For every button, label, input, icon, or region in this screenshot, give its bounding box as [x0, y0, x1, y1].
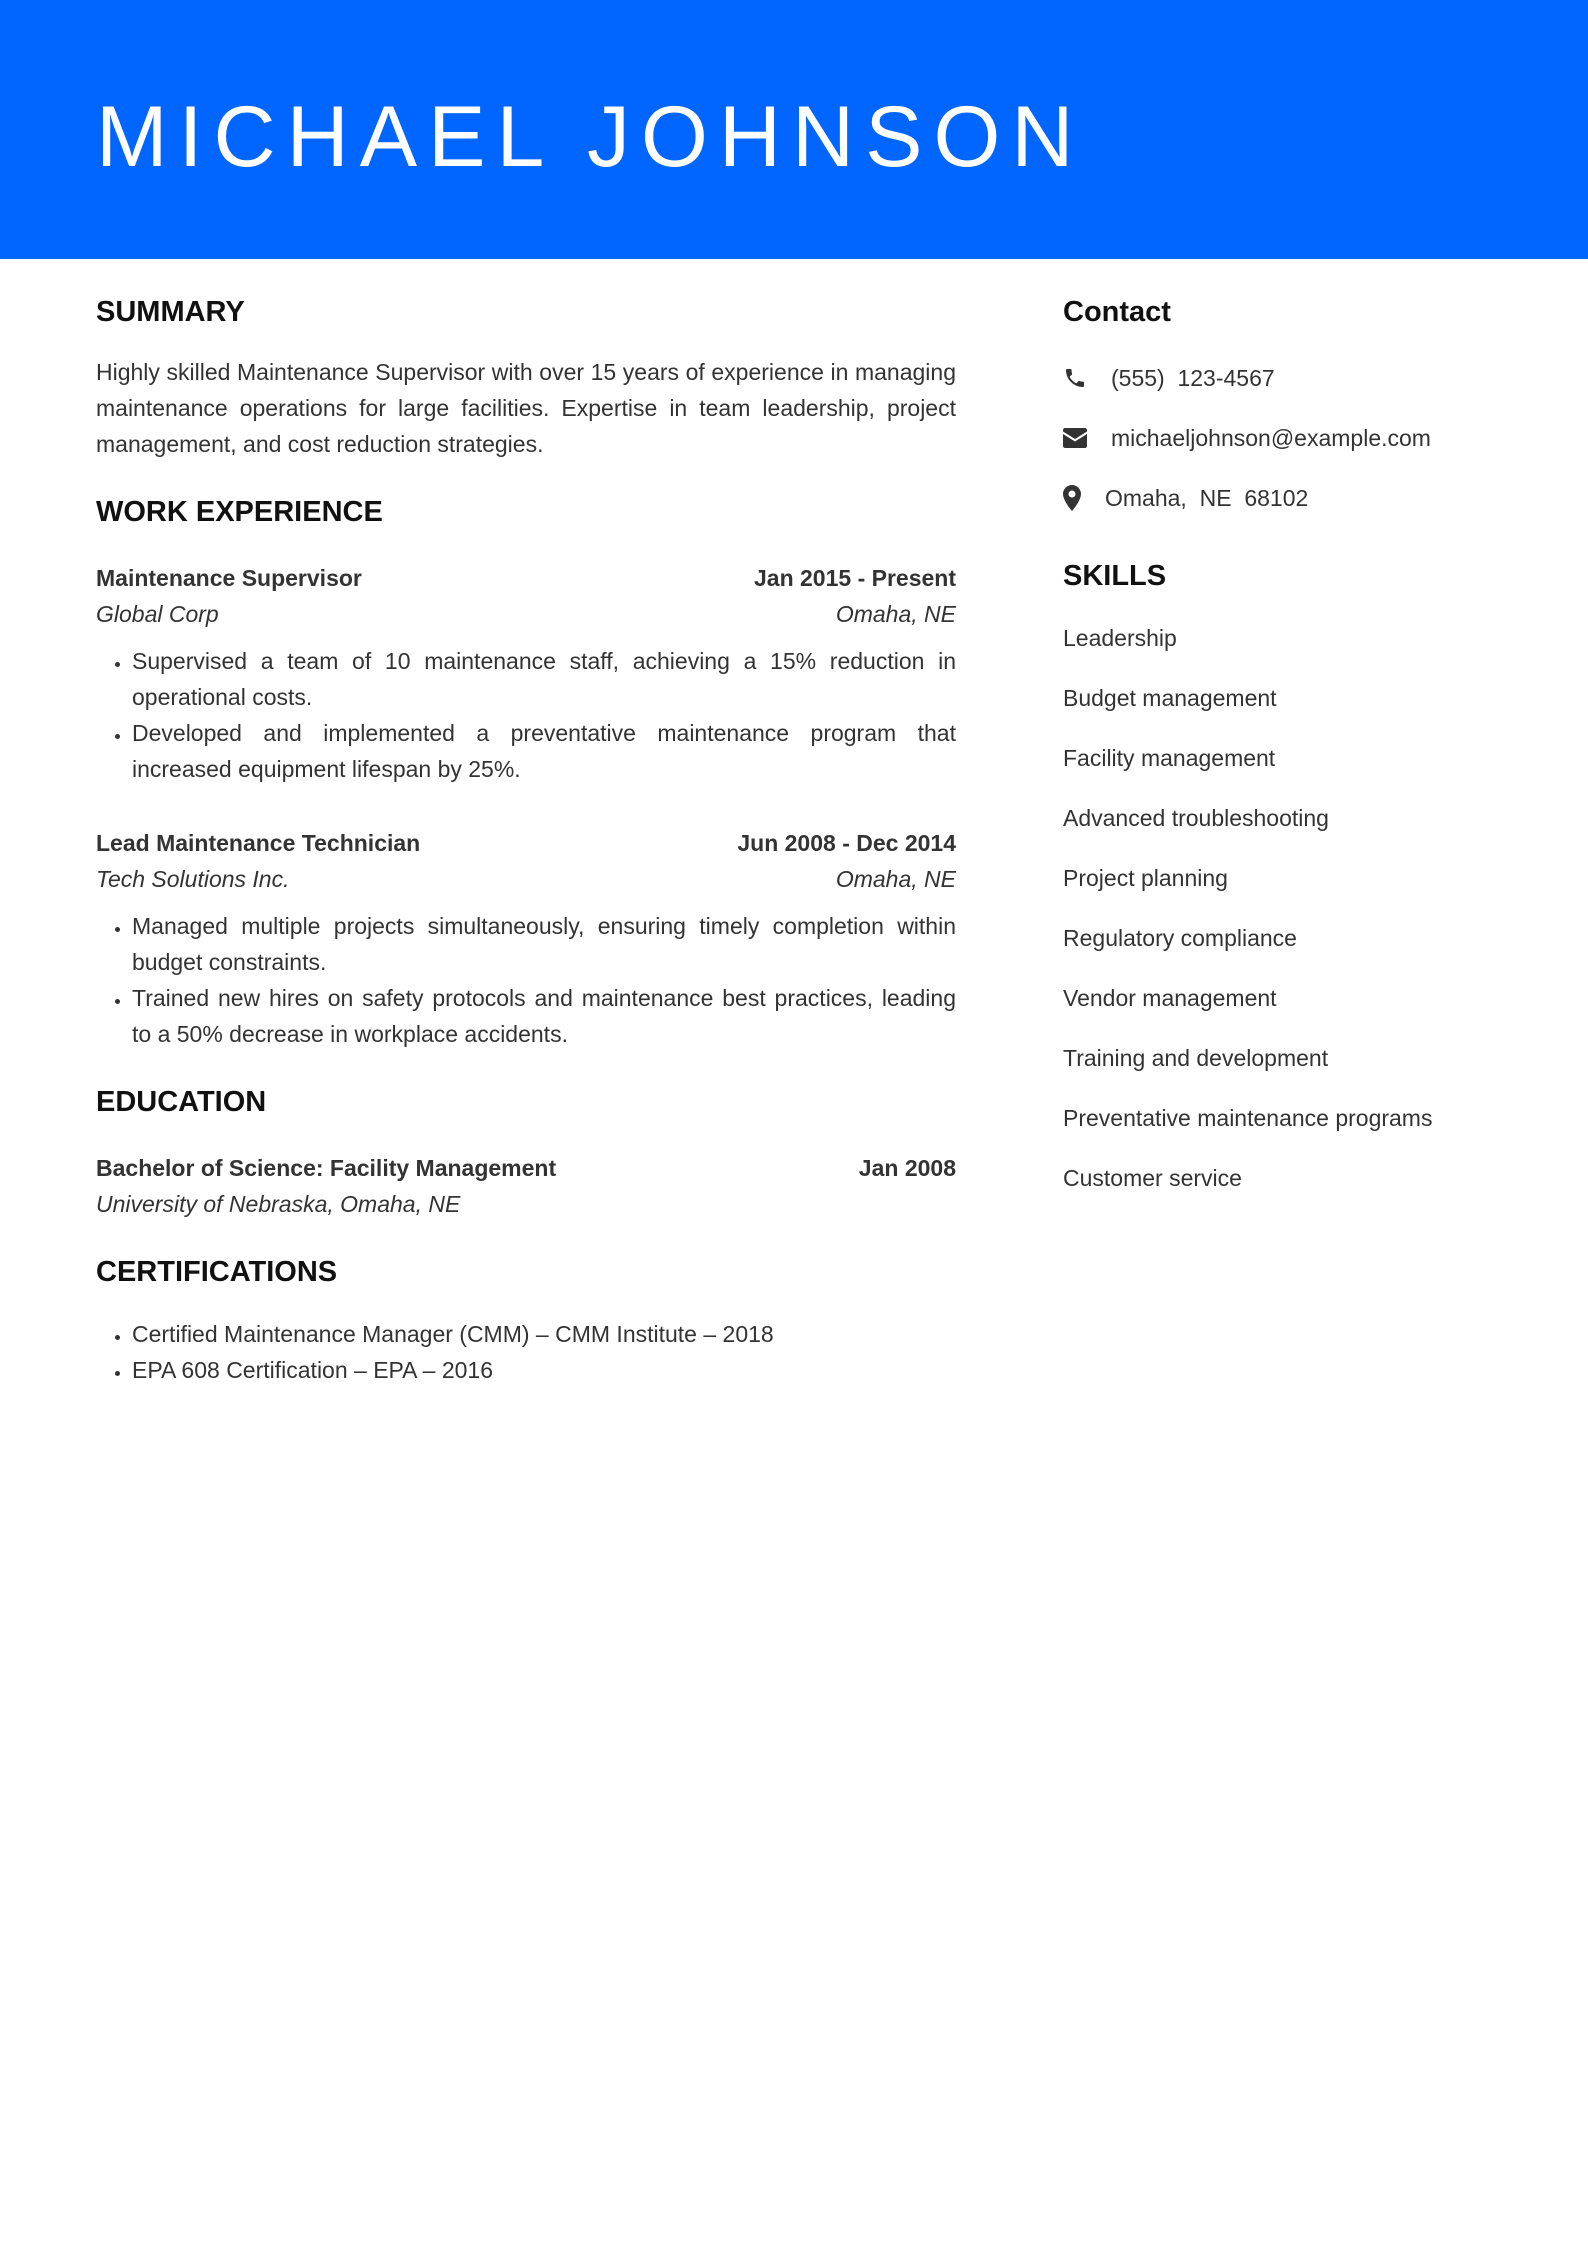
job-bullet: • Supervised a team of 10 maintenance staff, achieving a 15% reduction in operational costs.	[132, 643, 956, 715]
certification-item: • Certified Maintenance Manager (CMM) – CMM Institute – 2018	[132, 1316, 956, 1352]
skill-item: Advanced troubleshooting	[1063, 805, 1329, 831]
candidate-name: MICHAEL JOHNSON	[96, 89, 1085, 185]
phone-icon	[1063, 360, 1111, 396]
job-company: Tech Solutions Inc.	[96, 866, 290, 892]
education-section	[96, 1080, 956, 1222]
job-location: Omaha, NE	[835, 601, 956, 627]
education-heading: EDUCATION	[96, 1086, 267, 1118]
skill-item: Vendor management	[1063, 985, 1277, 1011]
summary-heading: SUMMARY	[96, 296, 245, 328]
header-band	[0, 0, 1588, 259]
education-entry	[96, 1150, 956, 1222]
skill-item: Leadership	[1063, 625, 1177, 651]
contact-phone-text: (555) 123-4567	[1111, 365, 1275, 391]
contact-email	[1063, 420, 1523, 456]
contact-heading: Contact	[1063, 296, 1171, 328]
map-pin-icon	[1063, 480, 1105, 516]
job-bullets	[96, 643, 956, 787]
sidebar-column	[1063, 290, 1523, 1220]
certifications-heading: CERTIFICATIONS	[96, 1256, 338, 1288]
skill-item: Regulatory compliance	[1063, 925, 1297, 951]
job-entry	[96, 560, 956, 787]
job-bullet: • Managed multiple projects simultaneously, ensuring timely completion within budget constraints.	[132, 908, 956, 980]
job-title: Maintenance Supervisor	[96, 565, 362, 591]
skill-item: Project planning	[1063, 865, 1228, 891]
degree-title: Bachelor of Science: Facility Management	[96, 1155, 557, 1181]
job-location: Omaha, NE	[835, 866, 956, 892]
contact-email-text: michaeljohnson@example.com	[1111, 425, 1431, 451]
contact-location-text: Omaha, NE 68102	[1105, 485, 1309, 511]
certification-item: • EPA 608 Certification – EPA – 2016	[132, 1352, 956, 1388]
job-bullet: • Trained new hires on safety protocols and maintenance best practices, leading to a 50% decrease in workplace accidents.	[132, 980, 956, 1052]
skill-item: Budget management	[1063, 685, 1277, 711]
contact-section	[1063, 290, 1523, 516]
contact-location	[1063, 480, 1523, 516]
job-title: Lead Maintenance Technician	[96, 830, 421, 856]
job-company: Global Corp	[96, 601, 219, 627]
job-bullets	[96, 908, 956, 1052]
work-experience-section	[96, 490, 956, 1052]
degree-date: Jan 2008	[858, 1155, 956, 1181]
work-experience-heading: WORK EXPERIENCE	[96, 496, 383, 528]
skills-list	[1063, 620, 1523, 1196]
skill-item: Training and development	[1063, 1045, 1329, 1071]
certification-list	[96, 1316, 956, 1388]
summary-text: Highly skilled Maintenance Supervisor with over 15 years of experience in managing maintenance operations for large facilities. Expertise in team leadership, project management, and cost reduction strategies.	[96, 359, 956, 457]
summary-section	[96, 290, 956, 462]
skill-item: Preventative maintenance programs	[1063, 1105, 1433, 1131]
main-column	[96, 290, 956, 1388]
job-bullet: • Developed and implemented a preventative maintenance program that increased equipment lifespan by 25%.	[132, 715, 956, 787]
skills-section	[1063, 554, 1523, 1196]
skills-heading: SKILLS	[1063, 560, 1167, 592]
school-name: University of Nebraska, Omaha, NE	[96, 1191, 461, 1217]
certifications-section	[96, 1250, 956, 1388]
job-dates: Jan 2015 - Present	[753, 565, 956, 591]
contact-phone	[1063, 360, 1523, 396]
job-dates: Jun 2008 - Dec 2014	[737, 830, 956, 856]
skill-item: Facility management	[1063, 745, 1276, 771]
skill-item: Customer service	[1063, 1165, 1242, 1191]
envelope-icon	[1063, 420, 1111, 456]
job-entry	[96, 825, 956, 1052]
